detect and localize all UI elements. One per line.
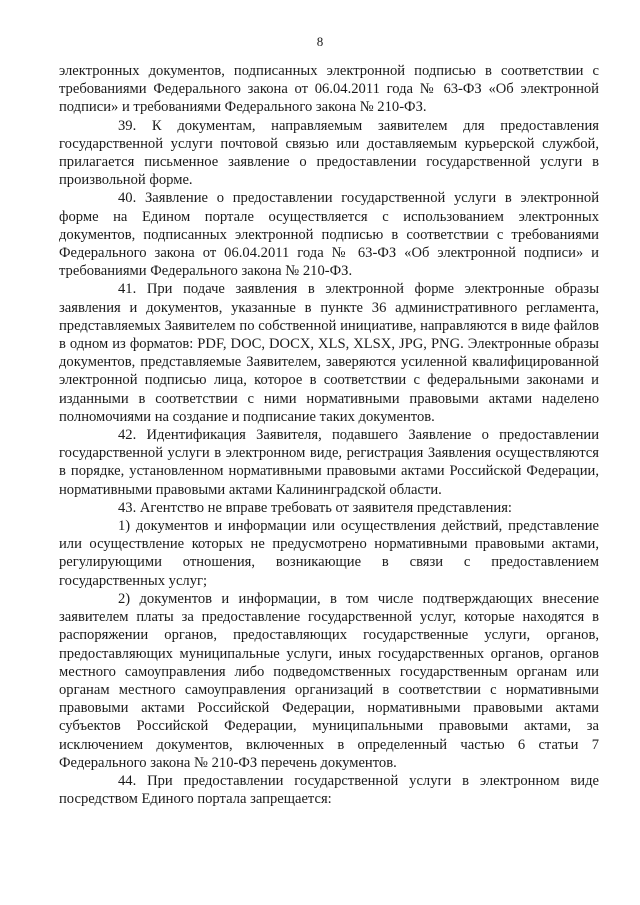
paragraph-40: 40. Заявление о предоставлении государственной услуги в электронной форме на Едином портале осуществляется с использованием электронных документов, подписанных электронной подписью в соответствии с требованиями Федерального закона от 06.04.2011 года № 63-ФЗ «Об электронной подписи» и требованиями Федерального закона № 210-ФЗ. — [59, 190, 599, 280]
document-body — [59, 62, 599, 808]
paragraph-43-item-1: 1) документов и информации или осуществления действий, представление или осуществление которых не предусмотрено нормативными правовыми актами, регулирующими отношения, возникающие в связи с предоставлением государственных услуг; — [59, 518, 599, 589]
paragraph-43-item-2: 2) документов и информации, в том числе подтверждающих внесение заявителем платы за предоставление государственной услуг, которые находятся в распоряжении органов, предоставляющих государственные услуги, органов, предоставляющих муниципальные услуги, иных государственных органов, органов местного самоуправления либо подведомственных государственным органам или органам местного самоуправления организаций в соответствии с нормативными правовыми актами Российской Федерации, нормативными правовыми актами субъектов Российской Федерации, муниципальными правовыми актами, за исключением документов, включенных в определенный частью 6 статьи 7 Федерального закона № 210-ФЗ перечень документов. — [59, 590, 599, 771]
page-number: 8 — [316, 34, 324, 49]
paragraph-39: 39. К документам, направляемым заявителем для предоставления государственной услуги почтовой связью или доставляемым курьерской службой, прилагается письменное заявление о предоставлении государственной услуги в произвольной форме. — [59, 117, 599, 189]
paragraph-continuation: электронных документов, подписанных электронной подписью в соответствии с требованиями Федерального закона от 06.04.2011 года № 63-ФЗ «Об электронной подписи» и требованиями Федерального закона № 210-ФЗ. — [59, 63, 599, 116]
paragraph-41: 41. При подаче заявления в электронной форме электронные образы заявления и документов, указанные в пункте 36 административного регламента, представляемых Заявителем по собственной инициативе, направляются в виде файлов в одном из форматов: PDF, DOC, DOCX, XLS, XLSX, JPG, PNG. Электронные образы документов, представляемые Заявителем, заверяются усиленной квалифицированной электронной подписью лица, которое в соответствии с федеральными законами и изданными в соответствии с ними нормативными правовыми актами наделено полномочиями на создание и подписание таких документов. — [59, 281, 599, 425]
paragraph-44: 44. При предоставлении государственной услуги в электронном виде посредством Единого портала запрещается: — [59, 772, 599, 808]
paragraph-43: 43. Агентство не вправе требовать от заявителя представления: — [118, 499, 512, 516]
paragraph-42: 42. Идентификация Заявителя, подавшего Заявление о предоставлении государственной услуги в электронном виде, регистрация Заявления осуществляются в порядке, установленном нормативными правовыми актами Российской Федерации, нормативными правовыми актами Калининградской области. — [59, 427, 599, 498]
